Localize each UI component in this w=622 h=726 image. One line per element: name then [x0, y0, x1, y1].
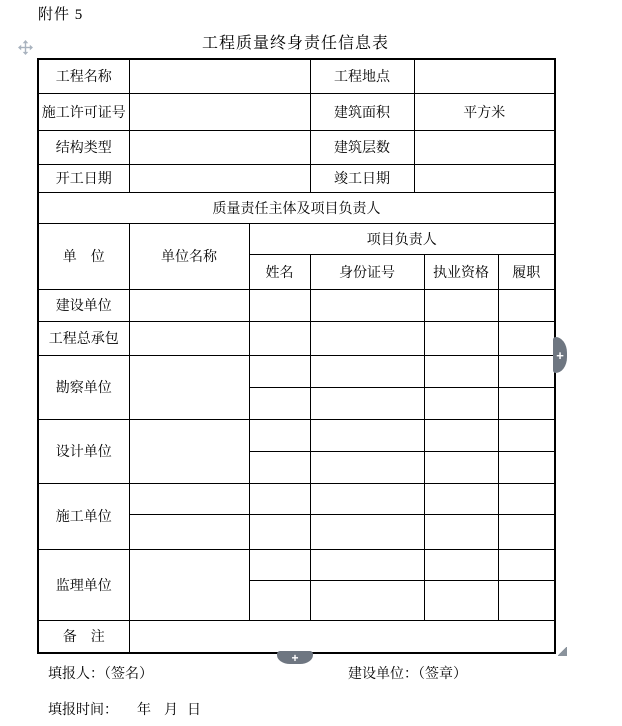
general-contractor-name-cell[interactable] [129, 321, 249, 355]
survey-id-cell-2[interactable] [310, 387, 424, 419]
supervision-id-cell-2[interactable] [310, 580, 424, 620]
year-label: 年 [137, 703, 151, 718]
table-row [38, 93, 555, 130]
gc-qualification-cell[interactable] [424, 321, 498, 355]
construction-qualification-cell-2[interactable] [424, 514, 498, 549]
table-row-survey-unit [38, 355, 555, 387]
gc-leader-name-cell[interactable] [249, 321, 310, 355]
survey-duty-cell-1[interactable] [498, 355, 555, 387]
completion-date-input-cell[interactable] [414, 164, 555, 192]
floor-count-input-cell[interactable] [414, 130, 555, 164]
construction-unit-name-cell-2[interactable] [129, 514, 249, 549]
move-icon [18, 40, 33, 55]
project-leader-header: 项目负责人 [249, 223, 555, 254]
start-date-label: 开工日期 [38, 164, 129, 192]
survey-qualification-cell-2[interactable] [424, 387, 498, 419]
table-row-construction-unit [38, 483, 555, 514]
general-contractor-label: 工程总承包 [38, 321, 129, 355]
design-id-cell-1[interactable] [310, 419, 424, 451]
supervision-name-cell-2[interactable] [249, 580, 310, 620]
survey-name-cell-2[interactable] [249, 387, 310, 419]
table-row-remark [38, 620, 555, 653]
fill-time-label: 填报时间： [48, 703, 118, 718]
owner-name-cell[interactable] [249, 289, 310, 321]
construction-unit-label: 施工单位 [38, 483, 129, 549]
design-unit-name-cell[interactable] [129, 419, 249, 483]
builder-seal-label: 建设单位：（签章） [348, 667, 467, 682]
table-row-general-contractor [38, 321, 555, 355]
signature-line [0, 663, 622, 681]
structure-type-input-cell[interactable] [129, 130, 310, 164]
table-resize-handle[interactable] [558, 647, 567, 656]
table-row [38, 59, 555, 93]
unit-column-header: 单 位 [38, 223, 129, 289]
remark-label: 备 注 [38, 620, 129, 653]
construction-id-cell-2[interactable] [310, 514, 424, 549]
project-location-label: 工程地点 [310, 59, 414, 93]
construction-duty-cell-2[interactable] [498, 514, 555, 549]
supervision-duty-cell-2[interactable] [498, 580, 555, 620]
gc-id-cell[interactable] [310, 321, 424, 355]
plus-icon: + [556, 347, 564, 363]
table-row-design-unit [38, 419, 555, 451]
gc-duty-cell[interactable] [498, 321, 555, 355]
header-row [38, 223, 555, 254]
design-unit-label: 设计单位 [38, 419, 129, 483]
structure-type-label: 结构类型 [38, 130, 129, 164]
table-row-construction-owner [38, 289, 555, 321]
design-qualification-cell-1[interactable] [424, 419, 498, 451]
table-row [38, 164, 555, 192]
design-name-cell-2[interactable] [249, 451, 310, 483]
start-date-input-cell[interactable] [129, 164, 310, 192]
permit-number-input-cell[interactable] [129, 93, 310, 130]
design-id-cell-2[interactable] [310, 451, 424, 483]
owner-id-cell[interactable] [310, 289, 424, 321]
construction-id-cell-1[interactable] [310, 483, 424, 514]
project-location-input-cell[interactable] [414, 59, 555, 93]
table-row [38, 130, 555, 164]
owner-unit-label: 建设单位 [38, 289, 129, 321]
plus-icon: + [291, 650, 299, 665]
construction-qualification-cell-1[interactable] [424, 483, 498, 514]
supervision-qualification-cell-2[interactable] [424, 580, 498, 620]
remark-input-cell[interactable] [129, 620, 555, 653]
attachment-label: 附件 5 [38, 7, 84, 23]
survey-qualification-cell-1[interactable] [424, 355, 498, 387]
project-name-input-cell[interactable] [129, 59, 310, 93]
filler-signature-label: 填报人：（签名） [48, 667, 153, 682]
construction-unit-name-cell-1[interactable] [129, 483, 249, 514]
supervision-duty-cell-1[interactable] [498, 549, 555, 580]
building-area-label: 建筑面积 [310, 93, 414, 130]
duty-column-header: 履职 [498, 254, 555, 289]
month-label: 月 [164, 703, 178, 718]
name-column-header: 姓名 [249, 254, 310, 289]
day-label: 日 [187, 703, 201, 718]
design-qualification-cell-2[interactable] [424, 451, 498, 483]
owner-unit-name-cell[interactable] [129, 289, 249, 321]
completion-date-label: 竣工日期 [310, 164, 414, 192]
id-number-column-header: 身份证号 [310, 254, 424, 289]
supervision-unit-name-cell[interactable] [129, 549, 249, 620]
building-area-unit-cell[interactable]: 平方米 [414, 93, 555, 130]
date-line [0, 699, 622, 717]
survey-duty-cell-2[interactable] [498, 387, 555, 419]
responsibility-form-table [37, 58, 556, 654]
owner-qualification-cell[interactable] [424, 289, 498, 321]
supervision-name-cell-1[interactable] [249, 549, 310, 580]
table-move-handle[interactable] [18, 40, 33, 55]
survey-unit-label: 勘察单位 [38, 355, 129, 419]
supervision-id-cell-1[interactable] [310, 549, 424, 580]
table-row-supervision-unit [38, 549, 555, 580]
owner-duty-cell[interactable] [498, 289, 555, 321]
design-name-cell-1[interactable] [249, 419, 310, 451]
permit-number-label: 施工许可证号 [38, 93, 129, 130]
design-duty-cell-2[interactable] [498, 451, 555, 483]
unit-name-column-header: 单位名称 [129, 223, 249, 289]
project-name-label: 工程名称 [38, 59, 129, 93]
qualification-column-header: 执业资格 [424, 254, 498, 289]
survey-id-cell-1[interactable] [310, 355, 424, 387]
insert-row-side-handle[interactable] [553, 337, 567, 373]
section-header: 质量责任主体及项目负责人 [38, 192, 555, 223]
supervision-unit-label: 监理单位 [38, 549, 129, 620]
supervision-qualification-cell-1[interactable] [424, 549, 498, 580]
floor-count-label: 建筑层数 [310, 130, 414, 164]
section-header-row [38, 192, 555, 223]
page-title: 工程质量终身责任信息表 [201, 35, 389, 52]
design-duty-cell-1[interactable] [498, 419, 555, 451]
construction-name-cell-1[interactable] [249, 483, 310, 514]
construction-duty-cell-1[interactable] [498, 483, 555, 514]
survey-name-cell-1[interactable] [249, 355, 310, 387]
construction-name-cell-2[interactable] [249, 514, 310, 549]
survey-unit-name-cell[interactable] [129, 355, 249, 419]
